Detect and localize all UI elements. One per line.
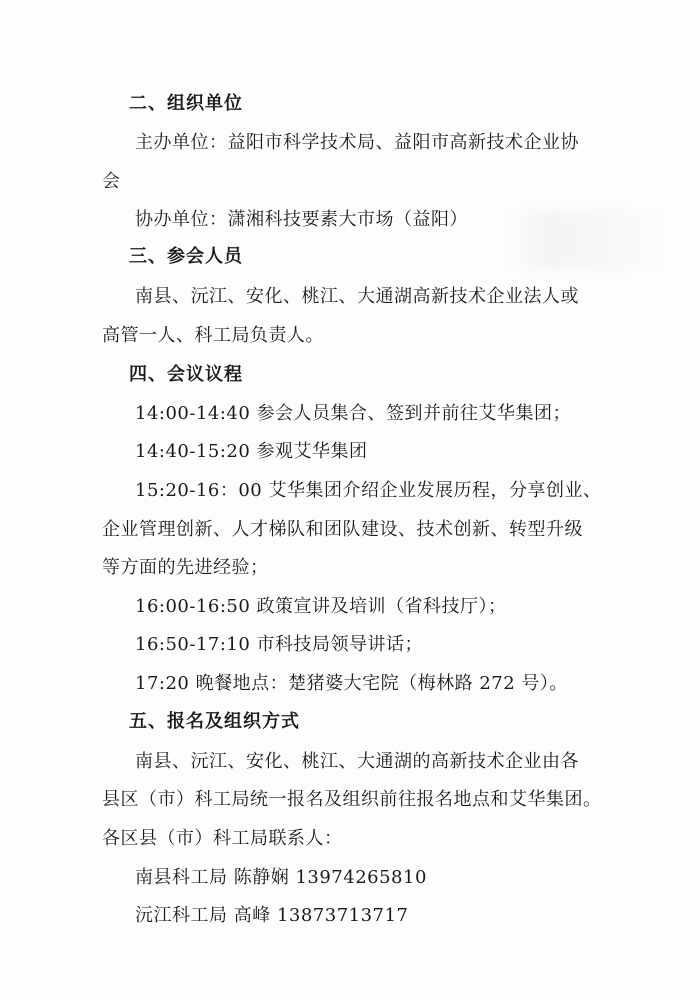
agenda-item: 15:20-16：00 艾华集团介绍企业发展历程，分享创业、 [135, 480, 602, 501]
agenda-item-continued: 企业管理创新、人才梯队和团队建设、技术创新、转型升级 [102, 519, 583, 540]
attendees-line2: 高管一人、科工局负责人。 [102, 325, 324, 346]
agenda-item: 16:00-16:50 政策宣讲及培训（省科技厅）； [135, 596, 507, 617]
agenda-item: 16:50-17:10 市科技局领导讲话； [135, 634, 424, 655]
section-heading-organizers: 二、组织单位 [129, 93, 243, 114]
section-heading-registration: 五、报名及组织方式 [129, 711, 300, 732]
host-units-line2: 会 [102, 171, 121, 192]
contact-entry: 沅江科工局 高峰 13873713717 [135, 905, 409, 926]
bleed-through-shadow [500, 210, 670, 270]
co-host-units: 协办单位：潇湘科技要素大市场（益阳） [135, 209, 468, 230]
agenda-item-continued: 等方面的先进经验； [102, 557, 269, 578]
contact-entry: 南县科工局 陈静娴 13974265810 [135, 867, 427, 888]
agenda-item: 17:20 晚餐地点：楚猪婆大宅院（梅林路 272 号）。 [135, 673, 568, 694]
agenda-item: 14:00-14:40 参会人员集合、签到并前往艾华集团； [135, 403, 572, 424]
registration-line2: 县区（市）科工局统一报名及组织前往报名地点和艾华集团。 [102, 789, 602, 810]
registration-line3: 各区县（市）科工局联系人： [102, 828, 343, 849]
section-heading-agenda: 四、会议议程 [129, 364, 243, 385]
host-units-line1: 主办单位：益阳市科学技术局、益阳市高新技术企业协 [135, 132, 579, 153]
attendees-line1: 南县、沅江、安化、桃江、大通湖高新技术企业法人或 [135, 286, 579, 307]
agenda-item: 14:40-15:20 参观艾华集团 [135, 441, 368, 462]
section-heading-attendees: 三、参会人员 [129, 246, 243, 267]
registration-line1: 南县、沅江、安化、桃江、大通湖的高新技术企业由各 [135, 751, 579, 772]
